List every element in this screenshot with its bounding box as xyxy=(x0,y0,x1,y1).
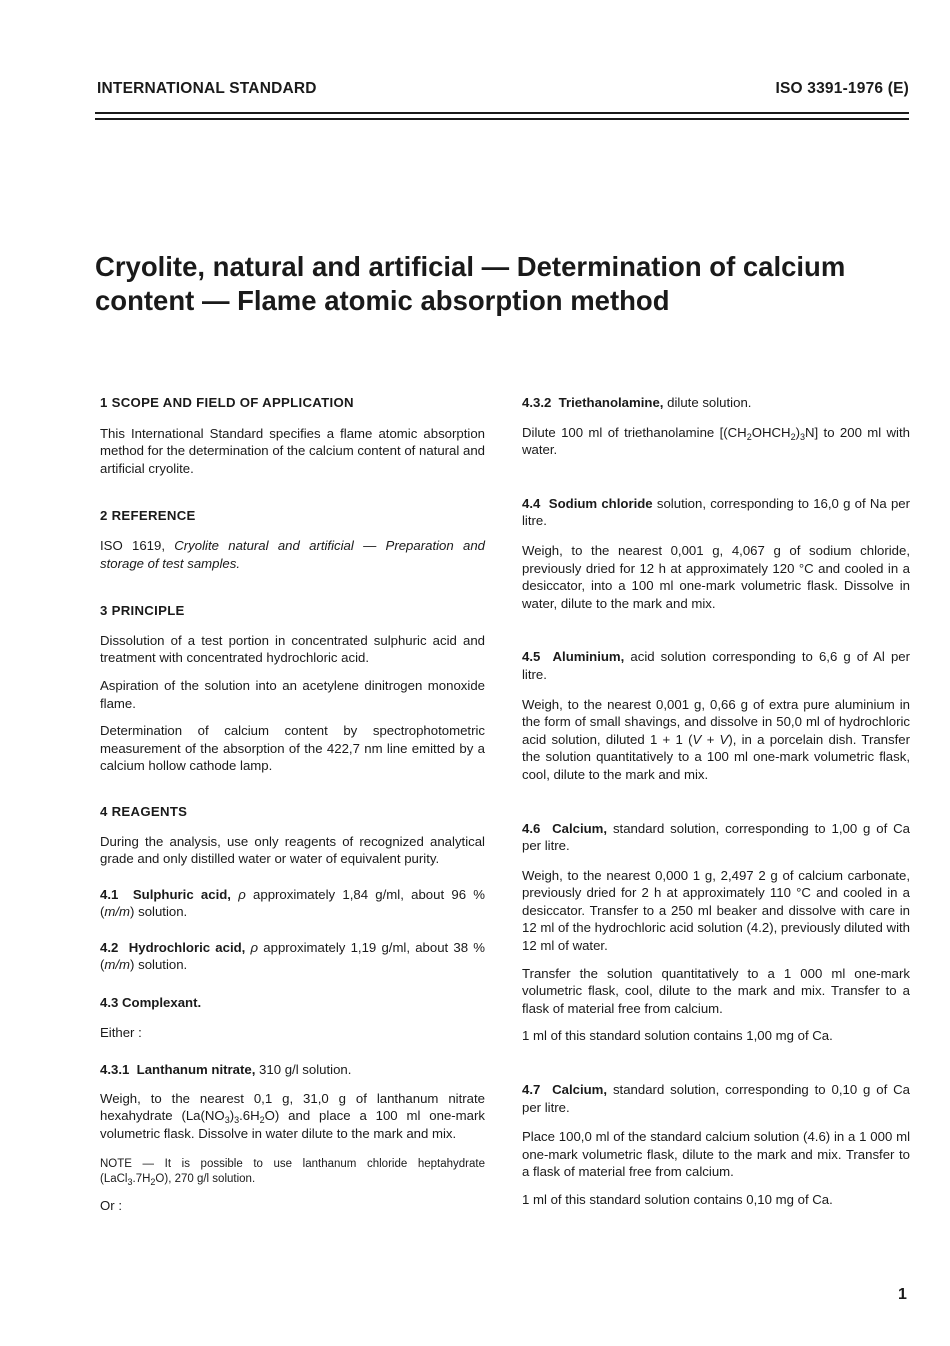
prep-text: O) and place a 100 ml one-mark volumetric flask. Dissolve in water dilute to the mark and mix. xyxy=(100,1108,485,1142)
mass-fraction: m/m xyxy=(104,957,131,973)
reagent-4-3-2 xyxy=(522,394,910,412)
reagent-4-7 xyxy=(522,1081,910,1116)
reagent-4-3-1 xyxy=(100,1061,485,1079)
section-3-heading: 3 PRINCIPLE xyxy=(100,603,185,619)
reagent-text: dilute solution. xyxy=(663,395,752,410)
reagent-name: Triethanolamine, xyxy=(558,395,664,410)
calcium-standard-content: 1 ml of this standard solution contains 1,00 mg of Ca. xyxy=(522,1028,833,1044)
reagent-number: 4.4 xyxy=(522,495,541,511)
subscript: 3 xyxy=(234,1115,240,1126)
mass-fraction: m/m xyxy=(104,904,131,920)
triethanolamine-preparation xyxy=(522,424,910,459)
page-header xyxy=(97,80,909,98)
principle-paragraph-3: Determination of calcium content by spectrophotometric measurement of the absorption of the 422,7 nm line emitted by a calcium hollow cathode lamp. xyxy=(100,723,485,774)
either-label: Either : xyxy=(100,1024,142,1040)
page-number: 1 xyxy=(898,1286,907,1303)
reagent-text: solution, corresponding to 16,0 g of Na per litre. xyxy=(522,495,911,529)
principle-paragraph-1: Dissolution of a test portion in concentrated sulphuric acid and treatment with concentrated hydrochloric acid. xyxy=(100,632,485,666)
header-standard-label: INTERNATIONAL STANDARD xyxy=(97,80,317,97)
reagent-number: 4.1 xyxy=(100,886,119,902)
note-text: .7H xyxy=(132,1172,151,1185)
header-iso-number: ISO 3391-1976 (E) xyxy=(775,80,909,97)
reagent-text: approximately 1,19 g/ml, about 38 % ( xyxy=(100,939,485,973)
right-column xyxy=(522,394,910,1209)
note-text: NOTE — It is possible to use lanthanum chloride heptahydrate (LaCl xyxy=(100,1157,485,1185)
lanthanum-note xyxy=(100,1157,485,1187)
reagent-number: 4.3.2 xyxy=(522,395,552,410)
left-column xyxy=(100,394,485,1214)
reagents-intro: During the analysis, use only reagents of recognized analytical grade and only distilled water or water of equivalent purity. xyxy=(100,833,485,867)
reagent-number: 4.3.1 xyxy=(100,1062,130,1078)
subscript: 3 xyxy=(127,1176,133,1187)
reference-title: Cryolite natural and artificial — Preparation and storage of test samples. xyxy=(100,537,485,571)
reagent-number: 4.7 xyxy=(522,1082,541,1098)
reagent-name: Calcium, xyxy=(552,1082,608,1098)
prep-text: ) xyxy=(795,424,800,440)
prep-text: Dilute 100 ml of triethanolamine [(CH xyxy=(522,424,747,440)
reagent-number: 4.5 xyxy=(522,649,541,665)
reagent-4-3-heading: 4.3 Complexant. xyxy=(100,995,202,1011)
prep-text: Weigh, to the nearest 0,001 g, 0,66 g of extra pure aluminium in the form of small shavings, and dissolve in 50,0 ml of hydrochloric acid solution, diluted 1 + 1 ( xyxy=(522,696,910,747)
section-4-heading: 4 REAGENTS xyxy=(100,803,188,819)
reagent-number: 4.2 xyxy=(100,939,119,955)
section-2-reference xyxy=(100,537,485,572)
reagent-text: approximately 1,84 g/ml, about 96 % ( xyxy=(100,886,486,920)
calcium-dilute-preparation: Place 100,0 ml of the standard calcium solution (4.6) in a 1 000 ml one-mark volumetric flask, dilute to the mark and mix. Transfer to a flask of material free from calcium. xyxy=(522,1129,910,1180)
reagent-4-6 xyxy=(522,820,910,855)
reference-number: ISO 1619, xyxy=(100,537,175,553)
prep-text: N] to 200 ml with water. xyxy=(522,424,910,458)
header-rule-secondary xyxy=(95,118,909,120)
section-1-text: This International Standard specifies a flame atomic absorption method for the determination of the calcium content of natural and artificial cryolite. xyxy=(100,425,485,476)
reagent-name: Calcium, xyxy=(552,820,608,836)
reagent-text: standard solution, corresponding to 1,00 g of Ca per litre. xyxy=(522,820,910,854)
header-rule xyxy=(95,112,909,114)
reagent-4-4 xyxy=(522,495,910,530)
reagent-name: Sulphuric acid, xyxy=(132,886,231,902)
reagent-name: Aluminium, xyxy=(552,649,625,665)
subscript: 2 xyxy=(150,1176,156,1187)
or-label: Or : xyxy=(100,1197,122,1213)
document-title xyxy=(95,250,895,318)
reagent-text: standard solution, corresponding to 0,10 g of Ca per litre. xyxy=(522,1082,910,1115)
prep-text: ) xyxy=(229,1108,235,1124)
reagent-text-end: ) solution. xyxy=(130,957,188,973)
principle-paragraph-2: Aspiration of the solution into an acetylene dinitrogen monoxide flame. xyxy=(100,677,485,711)
reagent-name: Sodium chloride xyxy=(548,495,653,511)
section-2-heading: 2 REFERENCE xyxy=(100,508,196,524)
subscript: 3 xyxy=(224,1115,230,1126)
subscript: 2 xyxy=(259,1115,265,1126)
reagent-name: Hydrochloric acid, xyxy=(128,939,246,955)
reagent-name: Lanthanum nitrate, xyxy=(136,1062,256,1078)
title-line-2: content — Flame atomic absorption method xyxy=(95,285,670,316)
sodium-chloride-preparation: Weigh, to the nearest 0,001 g, 4,067 g of sodium chloride, previously dried for 12 h at approximately 120 °C and cooled in a desiccator, into a 100 ml one-mark volumetric flask. Dissolve in water, dilute to the mark and mix. xyxy=(522,542,910,611)
prep-text: OHCH xyxy=(751,424,791,440)
subscript: 3 xyxy=(799,431,805,442)
aluminium-preparation xyxy=(522,696,910,784)
prep-text: .6H xyxy=(239,1108,260,1124)
subscript: 2 xyxy=(790,431,796,442)
lanthanum-preparation xyxy=(100,1090,485,1143)
reagent-4-5 xyxy=(522,648,910,683)
calcium-standard-transfer: Transfer the solution quantitatively to a 1 000 ml one-mark volumetric flask, cool, dilute to the mark and mix. Transfer to a flask of material free from calcium. xyxy=(522,965,910,1016)
rho-symbol: ρ xyxy=(238,886,246,902)
reagent-text: acid solution corresponding to 6,6 g of Al per litre. xyxy=(522,649,911,682)
reagent-4-2 xyxy=(100,939,485,974)
subscript: 2 xyxy=(746,431,752,442)
title-line-1: Cryolite, natural and artificial — Determination of calcium xyxy=(95,251,846,282)
prep-text: Weigh, to the nearest 0,1 g, 31,0 g of lanthanum nitrate hexahydrate (La(NO xyxy=(100,1090,485,1124)
section-1-heading: 1 SCOPE AND FIELD OF APPLICATION xyxy=(100,395,354,410)
reagent-text: 310 g/l solution. xyxy=(255,1062,352,1078)
calcium-dilute-content: 1 ml of this standard solution contains 0,10 mg of Ca. xyxy=(522,1192,833,1207)
reagent-number: 4.6 xyxy=(522,820,541,836)
reagent-4-1 xyxy=(100,886,485,921)
prep-text: ), in a porcelain dish. Transfer the solution quantitatively to a 100 ml one-mark volumetric flask, cool, dilute to the mark and mix. xyxy=(522,731,911,782)
calcium-standard-preparation: Weigh, to the nearest 0,000 1 g, 2,497 2 g of calcium carbonate, previously dried for 2 h at approximately 110 °C and cooled in a desiccator. Transfer to a 250 ml beaker and dissolve with care in 12 ml of the hydrochloric acid solution (4.2), previously diluted with 12 ml of water. xyxy=(522,867,910,954)
reagent-text-end: ) solution. xyxy=(130,904,188,920)
note-text: O), 270 g/l solution. xyxy=(155,1172,256,1185)
volume-ratio: V + V xyxy=(692,731,729,747)
rho-symbol: ρ xyxy=(250,939,259,955)
